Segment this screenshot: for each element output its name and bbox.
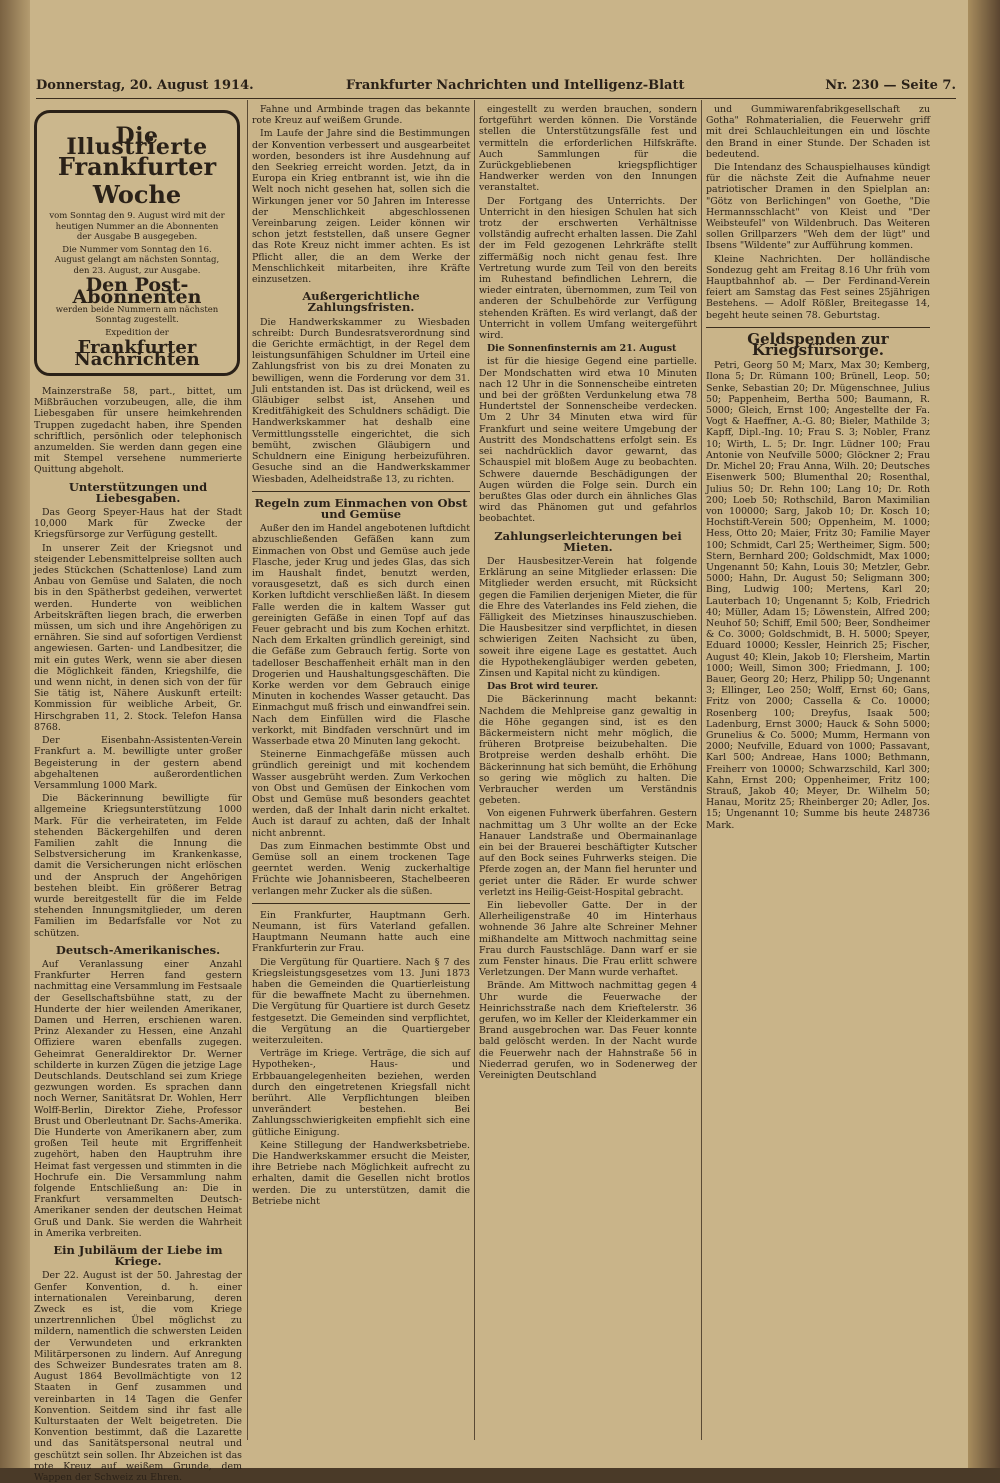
article-text: Die Intendanz des Schauspielhauses kündigt für die nächste Zeit die Aufnahme neuer patriotischer Dramen in den Spielplan an: "Götz von Berlichingen" von Goethe, "Die Hermannsschlacht" von Kleist und "Der Weibsteufel" von Wildenbruch. Das Weiteren sollen Grillparzers "Weh dem der lügt" und Ibsens "Wildente" zur Aufführung kommen. <box>706 162 930 252</box>
section-rule <box>252 903 470 904</box>
section-rule <box>706 327 930 328</box>
previous-page-edge <box>3 70 29 1450</box>
article-text: Der 22. August ist der 50. Jahrestag der Genfer Konvention, d. h. einer internationalen Vereinbarung, deren Zweck es ist, die vom Kriege unzertrennlichen Übel möglichst zu mildern, namentlich die schwersten Leiden der Verwundeten und erkrankten Militärpersonen zu lindern. Auf Anregung des Schweizer Bundesrates traten am 8. August 1864 Bevollmächtigte von 12 Staaten in Genf zusammen und vereinbarten in 14 Tagen die Genfer Konvention. Seitdem sind ihr fast alle Kulturstaaten der Welt beigetreten. Die Konvention bestimmt, daß die Lazarette und das Sanitätspersonal neutral und geschützt sein sollen. Ihr Abzeichen ist das rote Kreuz auf weißem Grunde, dem Wappen der Schweiz zu Ehren. <box>34 1270 242 1483</box>
article-heading: Deutsch-Amerikanisches. <box>55 942 221 957</box>
article-text: Keine Stillegung der Handwerksbetriebe. Die Handwerkskammer ersucht die Meister, ihre Betriebe nach Möglichkeit aufrecht zu erhalten, damit die Gesellen nicht brotlos werden. Die zu unterstützen, damit die Betriebe nicht <box>252 1139 470 1207</box>
header-page-number: Nr. 230 — Seite 7. <box>825 78 956 93</box>
column-4 <box>706 104 930 1434</box>
donations-list: Petri, Georg 50 M; Marx, Max 30; Kemberg, Ilona 5; Dr. Rümann 100; Brünell, Leop. 50; Senke, Sebastian 20; Dr. Mügenschnee, Julius 50; Pappenheim, Bertha 500; Baumann, R. 5000; Gleich, Ernst 100; Angestellte der Fa. Vogt & Haeffner, A.-G. 80; Bieler, Mathilde 3; Kapff, Dipl.-Ing. 10; Frau S. 3; Nobler, Franz 10; Wirth, L. 5; Dr. Ingr. Lüdner 100; Frau Antonie von Neufville 5000; Glöckner 2; Frau Dr. Michel 20; Frau Anna, Wilh. 20; Deutsches Eisenwerk 500; Blumenthal 20; Rosenthal, Julius 50; Dr. Rehn 100; Lang 10; Dr. Roth 200; Loeb 50; Rothschild, Baron Maximilian von 100000; Sarg, Jakob 10; Dr. Kosch 10; Hochstift-Verein 500; Oppenheim, M. 1000; Hess, Otto 20; Maier, Fritz 30; Familie Mayer 100; Schmidt, Carl 25; Wertheimer, Sigm. 500; Stern, Bernhard 200; Goldschmidt, Max 1000; Ungenannt 50; Kahn, Louis 30; Metzler, Gebr. 5000; Hahn, Dr. August 50; Seligmann 300; Bing, Ludwig 100; Mertens, Karl 20; Lauterbach 10; Ungenannt 5; Kolb, Friedrich 40; Müller, Adam 15; Löwenstein, Alfred 200; Neuhof 50; Schiff, Emil 500; Beer, Sondheimer & Co. 3000; Goldschmidt, B. H. 5000; Speyer, Eduard 10000; Kessler, Heinrich 25; Fischer, August 40; Klein, Jakob 10; Flersheim, Martin 1000; Weill, Simon 300; Friedmann, J. 100; Bauer, Georg 20; Herz, Philipp 50; Ungenannt 3; Ellinger, Leo 250; Wolff, Ernst 60; Gans, Fritz von 2000; Cassella & Co. 10000; Rosenberg 100; Dreyfus, Isaak 500; Ladenburg, Ernst 3000; Hauck & Sohn 5000; Grunelius & Co. 5000; Mumm, Hermann von 2000; Neufville, Eduard von 1000; Passavant, Karl 500; Andreae, Hans 1000; Bethmann, Freiherr von 10000; Schwarzschild, Karl 300; Kahn, Ernst 200; Oppenheimer, Fritz 100; Strauß, Jakob 40; Meyer, Dr. Wilhelm 50; Hanau, Moritz 25; Rheinberger 20; Adler, Jos. 15; Ungenannt 10; Summe bis heute 248736 Mark. <box>706 360 930 831</box>
article-text: Fahne und Armbinde tragen das bekannte rote Kreuz auf weißem Grunde. <box>252 104 470 127</box>
page-edge <box>968 0 1000 1468</box>
article-heading: Unterstützungen und Liebesgaben. <box>68 479 208 505</box>
ad-text-1: vom Sonntag den 9. August wird mit der heutigen Nummer an die Abonnenten der Ausgabe B ausgegeben. <box>49 211 225 243</box>
article-text: Steinerne Einmachgefäße müssen auch gründlich gereinigt und mit kochendem Wasser ausgebrüht werden. Zum Verkochen von Obst und Gemüsen der Einkochen vom Obst und Gemüse muß besonders geachtet werden, daß der Inhalt darin nicht erkaltet. Auch ist darauf zu achten, daß der Inhalt nicht anbrennt. <box>252 749 470 839</box>
article-text: Der Fortgang des Unterrichts. Der Unterricht in den hiesigen Schulen hat sich trotz der erschwerten Verhältnisse vollständig aufrecht erhalten lassen. Die Zahl der im Feld gezogenen Lehrkräfte stellt ziffermäßig noch nicht genau fest. Ihre Vertretung wurde zum Teil von den bereits im Ruhestand befindlichen Lehrern, die wieder eintraten, übernommen, zum Teil von anderen der Schulbehörde zur Verfügung stehenden Kräften. Es wird verlangt, daß der Unterricht in vollem Umfang weitergeführt wird. <box>479 195 697 342</box>
article-text: Von eigenen Fuhrwerk überfahren. Gestern nachmittag um 3 Uhr wollte an der Ecke Hanauer Landstraße und Obermainanlage ein bei der Brauerei beschäftigter Kutscher auf den Bock seines Fuhrwerks steigen. Die Pferde zogen an, der Mann fiel herunter und geriet unter die Räder. Er wurde schwer verletzt ins Heilig-Geist-Hospital gebracht. <box>479 808 697 898</box>
article-text: und Gummiwarenfabrikgesellschaft zu Gotha" Rohmaterialien, die Feuerwehr griff mit drei Schlauchleitungen ein und löschte den Brand in einer Stunde. Der Schaden ist bedeutend. <box>706 104 930 160</box>
column-2 <box>252 104 470 1434</box>
article-text: Ein liebevoller Gatte. Der in der Allerheiligenstraße 40 im Hinterhaus wohnende 36 Jahre alte Schreiner Mehner mißhandelte am Mittwoch nachmittag seine Frau durch Faustschläge. Dann warf er sie zum Fenster hinaus. Die Frau erlitt schwere Verletzungen. Der Mann wurde verhaftet. <box>479 900 697 979</box>
article-text: Das zum Einmachen bestimmte Obst und Gemüse soll an einem trockenen Tage geerntet werden. Wenig zuckerhaltige Früchte wie Johannisbeeren, Stachelbeeren verlangen mehr Zucker als die süßen. <box>252 840 470 897</box>
article-text: Die Handwerkskammer zu Wiesbaden schreibt: Durch Bundesratsverordnung sind die Gerichte ermächtigt, in der Regel dem leistungsunfähigen Schuldner im Urteil eine Zahlungsfrist von bis zu drei Monaten zu bewilligen, wenn die Forderung vor dem 31. Juli entstanden ist. Das ist drückend, weil es Gläubiger selbst ist, Ansehen und Kreditfähigkeit des Schuldners schädigt. Die Handwerkskammer hat deshalb eine Vermittlungsstelle eingerichtet, die sich bemüht, zwischen Gläubigern und Schuldnern eine Einigung herbeizuführen. Gesuche sind an die Handwerkskammer Wiesbaden, Adelheidstraße 13, zu richten. <box>252 316 470 485</box>
column-rule <box>247 100 248 1440</box>
article-text: Ein Frankfurter, Hauptmann Gerh. Neumann, ist fürs Vaterland gefallen. Hauptmann Neumann hatte auch eine Frankfurterin zur Frau. <box>252 909 470 955</box>
ad-text-4: Expedition der <box>105 327 169 338</box>
article-text: Die Vergütung für Quartiere. Nach § 7 des Kriegsleistungsgesetzes vom 13. Juni 1873 haben die Gemeinden die Quartierleistung für die bewaffnete Macht zu übernehmen. Die Vergütung für Quartiere ist durch Gesetz festgesetzt. Die Gemeinden sind verpflichtet, die Vergütung an die Quartiergeber weiterzuleiten. <box>252 956 470 1047</box>
article-heading-inline: Das Brot wird teurer. <box>487 681 599 693</box>
article-heading: Regeln zum Einmachen von Obst und Gemüse <box>254 495 468 521</box>
header-date: Donnerstag, 20. August 1914. <box>36 78 254 93</box>
column-rule <box>701 100 702 1440</box>
article-text: Kleine Nachrichten. Der holländische Sondezug geht am Freitag 8.16 Uhr früh vom Hauptbahnhof ab. — Der Ferdinand-Verein feiert am Samstag das Fest seines 25jährigen Bestehens. — Adolf Rößler, Breitegasse 14, begeht heute seinen 78. Geburtstag. <box>706 253 930 321</box>
ad-text-2: Die Nummer vom Sonntag den 16. August gelangt am nächsten Sonntag, den 23. August, zur Ausgabe. <box>54 244 220 276</box>
column-1 <box>34 104 242 1483</box>
article-text: Verträge im Kriege. Verträge, die sich auf Hypotheken-, Haus- und Erbbauangelegenheiten beziehen, werden durch den eingetretenen Kriegsfall nicht berührt. Alle Verpflichtungen bleiben unverändert bestehen. Bei Zahlungsschwierigkeiten empfiehlt sich eine gütliche Einigung. <box>252 1048 470 1138</box>
ad-title-1: Die Illustrierte <box>66 123 208 161</box>
article-text: Auf Veranlassung einer Anzahl Frankfurter Herren fand gestern nachmittag eine Versammlung im Festsaale der Gesellschaftsbühne statt, zu der Hunderte der hier weilenden Amerikaner, Damen und Herren, erschienen waren. Prinz Alexander zu Hessen, eine Anzahl Offiziere waren ebenfalls zugegen. Geheimrat Generaldirektor Dr. Werner schilderte in kurzen Zügen die jetzige Lage Deutschlands. Deutschland sei zum Kriege gezwungen worden. Es sprachen dann noch Werner, Sanitätsrat Dr. Wohlen, Herr Wolff-Berlin, Direktor Ziehe, Professor Brust und Oberleutnant Dr. Sachs-Amerika. Die Hunderte von Amerikanern aber, zum großen Teil heute mit Ergriffenheit zugehört, haben den Hauptruhm ihre Heimat fast vergessen und stimmten in die Hochrufe ein. Die Versammlung nahm folgende Entschließung an: Die in Frankfurt versammelten Deutsch-Amerikaner senden der deutschen Heimat Gruß und Dank. Sie werden die Wahrheit in Amerika verbreiten. <box>34 958 242 1239</box>
article-text: In unserer Zeit der Kriegsnot und steigender Lebensmittelpreise sollten auch jedes Stückchen (Schattenlose) Land zum Anbau von Gemüse und Salaten, die noch bis in den Spätherbst gedeihen, verwertet werden. Hunderte von weiblichen Arbeitskräften liegen brach, die erwerben müssen, um sich und ihre Angehörigen zu ernähren. Sie sind auf sofortigen Verdienst angewiesen. Garten- und Landbesitzer, die mit ein gutes Werk, wenn sie aber diesen die Möglichkeit fänden, Kriegshilfe, die und wenn nicht, in denen sich von der für Sie tätig ist, Nähere Auskunft erteilt: Kommission für weibliche Arbeit, Gr. Hirschgraben 11, 2. Stock. Telefon Hansa 8768. <box>34 542 242 733</box>
ad-title-2: Frankfurter Woche <box>57 152 217 210</box>
article-heading-inline: Die Sonnenfinsternis am 21. August <box>487 343 677 355</box>
article-text: Das Georg Speyer-Haus hat der Stadt 10,000 Mark für Zwecke der Kriegsfürsorge zur Verfügung gestellt. <box>34 507 242 541</box>
article-text: eingestellt zu werden brauchen, sondern fortgeführt werden können. Die Vorstände stellen die Unterstützungsfälle fest und vermitteln die erforderlichen Hilfskräfte. Auch Sammlungen für die Zurückgebliebenen kriegspflichtiger Handwerker werden von den Innungen veranstaltet. <box>479 104 697 194</box>
advertisement-box <box>34 110 240 376</box>
article-text: ist für die hiesige Gegend eine partielle. Der Mondschatten wird etwa 10 Minuten nach 12 Uhr in die Sonnenscheibe eintreten und bei der größten Verdunkelung etwa 78 Hundertstel der Sonnenscheibe verdecken. Um 2 Uhr 34 Minuten etwa wird für Frankfurt und seine weitere Umgebung der Austritt des Mondschattens erfolgt sein. Es sei nachdrücklich davor gewarnt, das Schauspiel mit bloßem Auge zu beobachten. Schwere dauernde Beschädigungen der Augen würden die Folge sein. Durch ein berußtes Glas oder durch ein ähnliches Glas wird das Phänomen gut und gefahrlos beobachtet. <box>479 356 697 525</box>
article-heading: Zahlungserleichterungen bei Mieten. <box>494 528 682 554</box>
article-text: Der Hausbesitzer-Verein hat folgende Erklärung an seine Mitglieder erlassen: Die Mitglieder werden ersucht, mit Rücksicht gegen die Familien derjenigen Mieter, die für die Ehre des Vaterlandes ins Feld ziehen, die Fälligkeit des Mietzinses hinauszuschieben. Die Hausbesitzer sind verpflichtet, in diesen schwierigen Zeiten Nachsicht zu üben, soweit ihre eigene Lage es gestattet. Auch die Hypothekengläubiger werden gebeten, Zinsen und Kapital nicht zu kündigen. <box>479 555 697 679</box>
ad-text-3: werden beide Nummern am nächsten Sonntag zugestellt. <box>55 304 219 326</box>
article-text: Mainzerstraße 58, part., bittet, um Mißbräuchen vorzubeugen, alle, die ihm Liebesgaben für unsere heimkehrenden Truppen zugedacht haben, ihre Spenden schriftlich, persönlich oder telephonisch anzumelden. Sie werden dann gegen eine mit Stempel versehene nummerierte Quittung abgeholt. <box>34 386 242 476</box>
article-text: Die Bäckerinnung bewilligte für allgemeine Kriegsunterstützung 1000 Mark. Für die verheirateten, im Felde stehenden Bäckergehilfen und deren Familien zahlt die Innung die Selbstversicherung im Krankenkasse, damit die Versicherungen nicht erlöschen und der Anspruch der Angehörigen bestehen bleibt. Ein größerer Betrag wurde bereitgestellt für die im Felde stehenden Innungsmitglieder, um deren Familien im Bedarfsfalle vor Not zu schützen. <box>34 793 242 939</box>
ad-title-4: Frankfurter Nachrichten <box>74 337 200 370</box>
article-heading: Ein Jubiläum der Liebe im Kriege. <box>53 1243 223 1269</box>
column-3 <box>479 104 697 1434</box>
article-text: Brände. Am Mittwoch nachmittag gegen 4 Uhr wurde die Feuerwache der Heinrichsstraße nach dem Krieftelerstr. 36 gerufen, wo im Keller der Kleiderkammer ein Brand ausgebrochen war. Das Feuer konnte bald gelöscht werden. In der Nacht wurde die Feuerwehr nach der Hahnstraße 56 in Niederrad gerufen, wo in Sodenerweg der Vereinigten Deutschland <box>479 980 697 1082</box>
article-text: Im Laufe der Jahre sind die Bestimmungen der Konvention verbessert und ausgearbeitet worden, besonders ist ihre Ausdehnung auf den Seekrieg erreicht worden. Jetzt, da in Europa ein Krieg entbrannt ist, wie ihn die Welt noch nicht gesehen hat, sollen sich die Wirkungen jener vor 50 Jahren im Interesse der Menschlichkeit abgeschlossenen Vereinbarung zeigen. Leider können wir schon jetzt feststellen, daß unsere Gegner das Rote Kreuz nicht immer achten. Es ist Pflicht aller, die an dem Werke der Menschlichkeit mitarbeiten, ihre Kräfte einzusetzen. <box>252 128 470 286</box>
article-text: Außer den im Handel angebotenen luftdicht abzuschließenden Gefäßen kann zum Einmachen von Obst und Gemüse auch jede Flasche, jeder Krug und jedes Glas, das sich im Haushalt findet, benutzt werden, vorausgesetzt, daß es sich durch einen Korken luftdicht verschließen läßt. In diesem Falle werden die in kaltem Wasser gut gereinigten Gefäße in einen Topf auf das Feuer gebracht und bis zum Kochen erhitzt. Nach dem Erkalten gründlich gereinigt, sind die Gefäße zum Gebrauch fertig. Sorte von tadelloser Beschaffenheit erhält man in den Drogerien und Haushaltungsgeschäften. Die Korke werden vor dem Gebrauch einige Minuten in kochendes Wasser getaucht. Das Einmachgut muß frisch und einwandfrei sein. Nach dem Einfüllen wird die Flasche verkorkt, mit Bindfaden verschnürt und im Wasserbade etwa 20 Minuten lang gekocht. <box>252 523 470 747</box>
header-masthead: Frankfurter Nachrichten und Intelligenz-Blatt <box>346 78 685 93</box>
article-text: Die Bäckerinnung macht bekannt: Nachdem die Mehlpreise ganz gewaltig in die Höhe gegangen sind, ist es den Bäckermeistern nicht mehr möglich, die früheren Brotpreise beizubehalten. Die Brotpreise werden deshalb erhöht. Die Bäckerinnung hat sich bemüht, die Erhöhung so gering wie möglich zu halten. Die Verbraucher werden um Verständnis gebeten. <box>479 694 697 807</box>
article-text: Der Eisenbahn-Assistenten-Verein Frankfurt a. M. bewilligte unter großer Begeisterung in der gestern abend abgehaltenen außerordentlichen Versammlung 1000 Mark. <box>34 735 242 791</box>
donations-heading: Geldspenden zur Kriegsfürsorge. <box>747 329 889 360</box>
ad-title-3: Den Post-Abonnenten <box>72 274 202 308</box>
page-header <box>36 78 956 99</box>
section-rule <box>252 491 470 492</box>
article-heading: Außergerichtliche Zahlungsfristen. <box>302 289 420 315</box>
column-rule <box>474 100 475 1440</box>
